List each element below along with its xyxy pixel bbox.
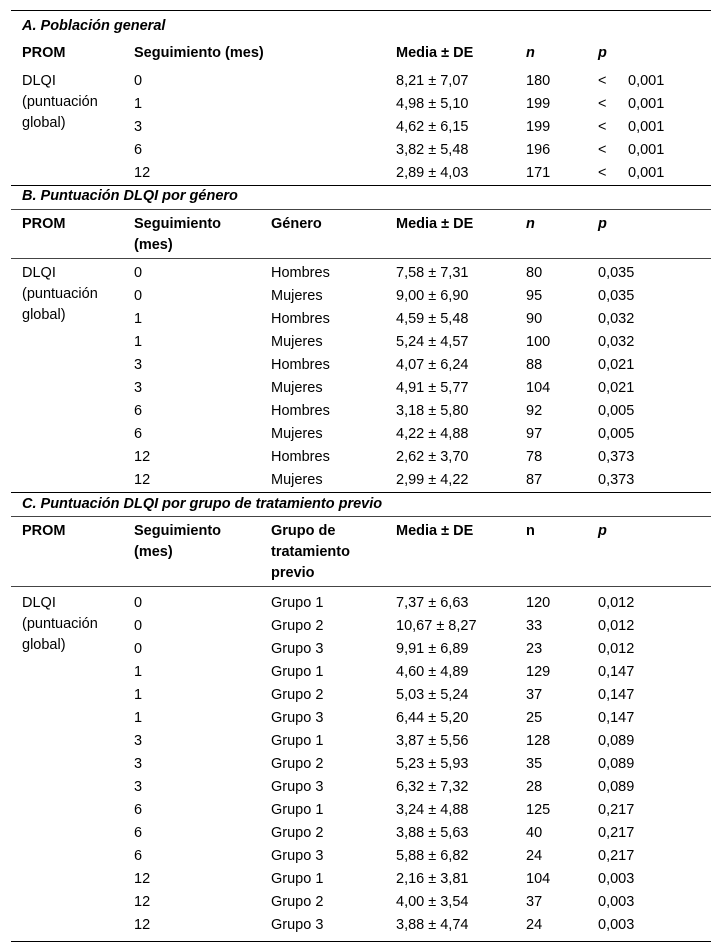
group-cell: Grupo 2	[271, 894, 324, 910]
seguimiento-cell: 1	[134, 96, 143, 112]
table-row	[11, 868, 711, 891]
p-cell	[598, 139, 711, 162]
p-cell	[598, 162, 711, 185]
seguimiento-cell: 6	[134, 426, 143, 442]
p-cell	[598, 70, 711, 93]
group-cell: Grupo 2	[271, 825, 324, 841]
section-c-title: C. Puntuación DLQI por grupo de tratamiento previo	[22, 496, 383, 512]
p-less-than: <	[598, 165, 607, 181]
n-cell: 104	[526, 871, 551, 887]
p-cell	[598, 776, 711, 799]
table-row	[11, 139, 711, 162]
p-cell	[598, 684, 711, 707]
prom-line: DLQI	[22, 265, 56, 281]
p-cell	[598, 799, 711, 822]
header-n: n	[526, 216, 535, 232]
n-cell: 95	[526, 288, 543, 304]
media-cell: 3,82 ± 5,48	[396, 142, 469, 158]
seguimiento-cell: 3	[134, 119, 143, 135]
n-cell: 37	[526, 894, 543, 910]
media-cell: 4,62 ± 6,15	[396, 119, 469, 135]
media-cell: 4,00 ± 3,54	[396, 894, 469, 910]
p-value: 0,147	[598, 687, 635, 703]
seguimiento-cell: 12	[134, 871, 151, 887]
seguimiento-cell: 6	[134, 142, 143, 158]
header-seguimiento	[134, 521, 271, 586]
table-row	[11, 354, 711, 377]
prom-cell	[11, 661, 134, 684]
media-cell: 10,67 ± 8,27	[396, 618, 477, 634]
media-cell: 3,87 ± 5,56	[396, 733, 469, 749]
media-cell: 4,60 ± 4,89	[396, 664, 469, 680]
seguimiento-cell: 1	[134, 687, 143, 703]
p-value: 0,001	[628, 73, 665, 89]
media-cell: 4,59 ± 5,48	[396, 311, 469, 327]
n-cell: 40	[526, 825, 543, 841]
prom-cell	[11, 139, 134, 162]
n-cell: 199	[526, 96, 551, 112]
group-cell: Grupo 1	[271, 664, 324, 680]
section-c-header	[11, 517, 711, 586]
media-cell: 2,89 ± 4,03	[396, 165, 469, 181]
header-media: Media ± DE	[396, 523, 474, 539]
table-row	[11, 753, 711, 776]
p-cell	[598, 592, 711, 615]
section-a	[11, 34, 711, 185]
p-value: 0,001	[628, 96, 665, 112]
seguimiento-cell: 1	[134, 710, 143, 726]
p-value: 0,217	[598, 848, 635, 864]
seguimiento-cell: 1	[134, 334, 143, 350]
group-cell: Grupo 3	[271, 848, 324, 864]
header-media: Media ± DE	[396, 45, 474, 61]
n-cell: 25	[526, 710, 543, 726]
header-p: p	[598, 216, 607, 232]
seguimiento-cell: 0	[134, 288, 143, 304]
n-cell: 199	[526, 119, 551, 135]
group-cell: Hombres	[271, 311, 330, 327]
prom-cell	[11, 776, 134, 799]
seguimiento-cell: 12	[134, 894, 151, 910]
header-line: tratamiento	[271, 544, 350, 560]
table-row	[11, 914, 711, 937]
group-cell: Grupo 1	[271, 802, 324, 818]
p-cell	[598, 446, 711, 469]
table-row	[11, 162, 711, 185]
p-value: 0,005	[598, 426, 635, 442]
seguimiento-cell: 6	[134, 848, 143, 864]
n-cell: 171	[526, 165, 551, 181]
header-line: (mes)	[134, 544, 173, 560]
section-a-rows	[11, 70, 711, 185]
p-value: 0,003	[598, 917, 635, 933]
p-cell	[598, 730, 711, 753]
media-cell: 8,21 ± 7,07	[396, 73, 469, 89]
table-row	[11, 684, 711, 707]
seguimiento-cell: 12	[134, 917, 151, 933]
prom-cell	[11, 707, 134, 730]
seguimiento-cell: 3	[134, 733, 143, 749]
p-cell	[598, 262, 711, 285]
p-value: 0,003	[598, 894, 635, 910]
p-value: 0,021	[598, 380, 635, 396]
p-less-than: <	[598, 96, 607, 112]
media-cell: 4,98 ± 5,10	[396, 96, 469, 112]
media-cell: 9,00 ± 6,90	[396, 288, 469, 304]
seguimiento-cell: 0	[134, 73, 143, 89]
seguimiento-cell: 3	[134, 756, 143, 772]
n-cell: 92	[526, 403, 543, 419]
p-value: 0,032	[598, 311, 635, 327]
media-cell: 6,44 ± 5,20	[396, 710, 469, 726]
media-cell: 5,24 ± 4,57	[396, 334, 469, 350]
n-cell: 28	[526, 779, 543, 795]
p-cell	[598, 377, 711, 400]
section-b-rows	[11, 259, 711, 492]
p-value: 0,147	[598, 664, 635, 680]
header-grupo	[271, 521, 396, 586]
group-cell: Grupo 3	[271, 641, 324, 657]
p-value: 0,035	[598, 288, 635, 304]
p-cell	[598, 845, 711, 868]
prom-cell	[11, 400, 134, 423]
seguimiento-cell: 0	[134, 618, 143, 634]
group-cell: Hombres	[271, 357, 330, 373]
prom-cell	[11, 914, 134, 937]
group-cell: Mujeres	[271, 472, 323, 488]
prom-cell	[11, 799, 134, 822]
p-value: 0,373	[598, 472, 635, 488]
group-cell: Grupo 3	[271, 917, 324, 933]
seguimiento-cell: 3	[134, 779, 143, 795]
n-cell: 125	[526, 802, 551, 818]
n-cell: 100	[526, 334, 551, 350]
p-cell	[598, 753, 711, 776]
group-cell: Grupo 1	[271, 595, 324, 611]
table-row	[11, 469, 711, 492]
p-value: 0,035	[598, 265, 635, 281]
media-cell: 4,07 ± 6,24	[396, 357, 469, 373]
group-cell: Mujeres	[271, 380, 323, 396]
n-cell: 120	[526, 595, 551, 611]
prom-line: (puntuación	[22, 286, 98, 302]
media-cell: 6,32 ± 7,32	[396, 779, 469, 795]
prom-label-a	[22, 70, 132, 134]
prom-label-b	[22, 262, 132, 326]
p-cell	[598, 423, 711, 446]
p-cell	[598, 308, 711, 331]
media-cell: 4,22 ± 4,88	[396, 426, 469, 442]
table-row	[11, 707, 711, 730]
group-cell: Hombres	[271, 449, 330, 465]
p-cell	[598, 469, 711, 492]
media-cell: 3,24 ± 4,88	[396, 802, 469, 818]
p-value: 0,089	[598, 733, 635, 749]
p-value: 0,032	[598, 334, 635, 350]
prom-cell	[11, 377, 134, 400]
header-line: Grupo de	[271, 523, 336, 539]
media-cell: 2,62 ± 3,70	[396, 449, 469, 465]
n-cell: 128	[526, 733, 551, 749]
p-value: 0,005	[598, 403, 635, 419]
section-c-rows	[11, 587, 711, 941]
p-cell	[598, 331, 711, 354]
n-cell: 88	[526, 357, 543, 373]
table-row	[11, 845, 711, 868]
p-value: 0,217	[598, 825, 635, 841]
media-cell: 2,16 ± 3,81	[396, 871, 469, 887]
seguimiento-cell: 1	[134, 311, 143, 327]
media-cell: 2,99 ± 4,22	[396, 472, 469, 488]
header-media: Media ± DE	[396, 216, 474, 232]
header-line: Seguimiento	[134, 216, 222, 232]
p-value: 0,003	[598, 871, 635, 887]
table-row	[11, 446, 711, 469]
seguimiento-cell: 3	[134, 380, 143, 396]
header-line: previo	[271, 565, 315, 581]
p-value: 0,012	[598, 618, 635, 634]
n-cell: 37	[526, 687, 543, 703]
header-prom: PROM	[22, 45, 66, 61]
n-cell: 24	[526, 917, 543, 933]
header-seguimiento: Seguimiento (mes)	[134, 45, 264, 61]
media-cell: 3,18 ± 5,80	[396, 403, 469, 419]
table-row	[11, 377, 711, 400]
p-value: 0,089	[598, 756, 635, 772]
p-cell	[598, 868, 711, 891]
prom-line: DLQI	[22, 73, 56, 89]
prom-line: global)	[22, 637, 66, 653]
seguimiento-cell: 0	[134, 595, 143, 611]
p-cell	[598, 914, 711, 937]
n-cell: 78	[526, 449, 543, 465]
header-prom: PROM	[22, 216, 66, 232]
table-row	[11, 730, 711, 753]
table-row	[11, 423, 711, 446]
n-cell: 90	[526, 311, 543, 327]
p-cell	[598, 707, 711, 730]
media-cell: 5,23 ± 5,93	[396, 756, 469, 772]
prom-cell	[11, 730, 134, 753]
p-cell	[598, 116, 711, 139]
seguimiento-cell: 12	[134, 449, 151, 465]
group-cell: Grupo 2	[271, 756, 324, 772]
p-cell	[598, 285, 711, 308]
p-cell	[598, 400, 711, 423]
prom-cell	[11, 469, 134, 492]
header-n: n	[526, 45, 535, 61]
p-value: 0,147	[598, 710, 635, 726]
p-less-than: <	[598, 142, 607, 158]
prom-line: global)	[22, 115, 66, 131]
bottom-rule	[11, 941, 711, 942]
prom-cell	[11, 822, 134, 845]
table-row	[11, 400, 711, 423]
n-cell: 23	[526, 641, 543, 657]
p-value: 0,012	[598, 641, 635, 657]
seguimiento-cell: 0	[134, 641, 143, 657]
media-cell: 7,37 ± 6,63	[396, 595, 469, 611]
n-cell: 80	[526, 265, 543, 281]
p-value: 0,001	[628, 165, 665, 181]
media-cell: 9,91 ± 6,89	[396, 641, 469, 657]
p-cell	[598, 638, 711, 661]
table-row	[11, 891, 711, 914]
group-cell: Grupo 2	[271, 618, 324, 634]
p-cell	[598, 822, 711, 845]
header-n: n	[526, 523, 535, 539]
n-cell: 35	[526, 756, 543, 772]
prom-cell	[11, 331, 134, 354]
prom-cell	[11, 684, 134, 707]
seguimiento-cell: 12	[134, 472, 151, 488]
media-cell: 5,88 ± 6,82	[396, 848, 469, 864]
group-cell: Grupo 1	[271, 871, 324, 887]
prom-cell	[11, 891, 134, 914]
table-row	[11, 776, 711, 799]
prom-cell	[11, 354, 134, 377]
media-cell: 4,91 ± 5,77	[396, 380, 469, 396]
p-cell	[598, 93, 711, 116]
n-cell: 33	[526, 618, 543, 634]
header-line: Seguimiento	[134, 523, 222, 539]
p-value: 0,012	[598, 595, 635, 611]
p-value: 0,089	[598, 779, 635, 795]
prom-cell	[11, 423, 134, 446]
n-cell: 87	[526, 472, 543, 488]
n-cell: 24	[526, 848, 543, 864]
header-line: (mes)	[134, 237, 173, 253]
prom-cell	[11, 446, 134, 469]
n-cell: 97	[526, 426, 543, 442]
group-cell: Mujeres	[271, 334, 323, 350]
prom-cell	[11, 845, 134, 868]
p-cell	[598, 615, 711, 638]
results-table	[11, 10, 711, 942]
section-b-title: B. Puntuación DLQI por género	[22, 188, 238, 204]
p-less-than: <	[598, 73, 607, 89]
prom-cell	[11, 868, 134, 891]
section-b-header	[11, 210, 711, 258]
p-less-than: <	[598, 119, 607, 135]
prom-line: (puntuación	[22, 616, 98, 632]
p-cell	[598, 891, 711, 914]
media-cell: 3,88 ± 5,63	[396, 825, 469, 841]
group-cell: Hombres	[271, 403, 330, 419]
table-row	[11, 822, 711, 845]
header-prom: PROM	[22, 523, 66, 539]
table-row	[11, 799, 711, 822]
group-cell: Grupo 1	[271, 733, 324, 749]
n-cell: 196	[526, 142, 551, 158]
group-cell: Hombres	[271, 265, 330, 281]
header-seguimiento	[134, 214, 271, 258]
group-cell: Grupo 3	[271, 779, 324, 795]
p-value: 0,021	[598, 357, 635, 373]
seguimiento-cell: 6	[134, 403, 143, 419]
p-value: 0,217	[598, 802, 635, 818]
table-row	[11, 331, 711, 354]
header-p: p	[598, 45, 607, 61]
media-cell: 7,58 ± 7,31	[396, 265, 469, 281]
seguimiento-cell: 6	[134, 825, 143, 841]
section-a-header	[11, 34, 711, 70]
n-cell: 104	[526, 380, 551, 396]
p-cell	[598, 354, 711, 377]
group-cell: Grupo 3	[271, 710, 324, 726]
media-cell: 3,88 ± 4,74	[396, 917, 469, 933]
seguimiento-cell: 3	[134, 357, 143, 373]
p-cell	[598, 661, 711, 684]
prom-line: global)	[22, 307, 66, 323]
prom-cell	[11, 753, 134, 776]
p-value: 0,001	[628, 119, 665, 135]
n-cell: 129	[526, 664, 551, 680]
n-cell: 180	[526, 73, 551, 89]
media-cell: 5,03 ± 5,24	[396, 687, 469, 703]
prom-label-c	[22, 592, 132, 656]
table-row	[11, 661, 711, 684]
header-p: p	[598, 523, 607, 539]
seguimiento-cell: 0	[134, 265, 143, 281]
seguimiento-cell: 6	[134, 802, 143, 818]
p-value: 0,001	[628, 142, 665, 158]
header-genero: Género	[271, 216, 322, 232]
seguimiento-cell: 12	[134, 165, 151, 181]
section-a-title: A. Población general	[22, 18, 166, 34]
prom-cell	[11, 162, 134, 185]
group-cell: Grupo 2	[271, 687, 324, 703]
prom-line: DLQI	[22, 595, 56, 611]
seguimiento-cell: 1	[134, 664, 143, 680]
prom-line: (puntuación	[22, 94, 98, 110]
group-cell: Mujeres	[271, 426, 323, 442]
group-cell: Mujeres	[271, 288, 323, 304]
p-value: 0,373	[598, 449, 635, 465]
